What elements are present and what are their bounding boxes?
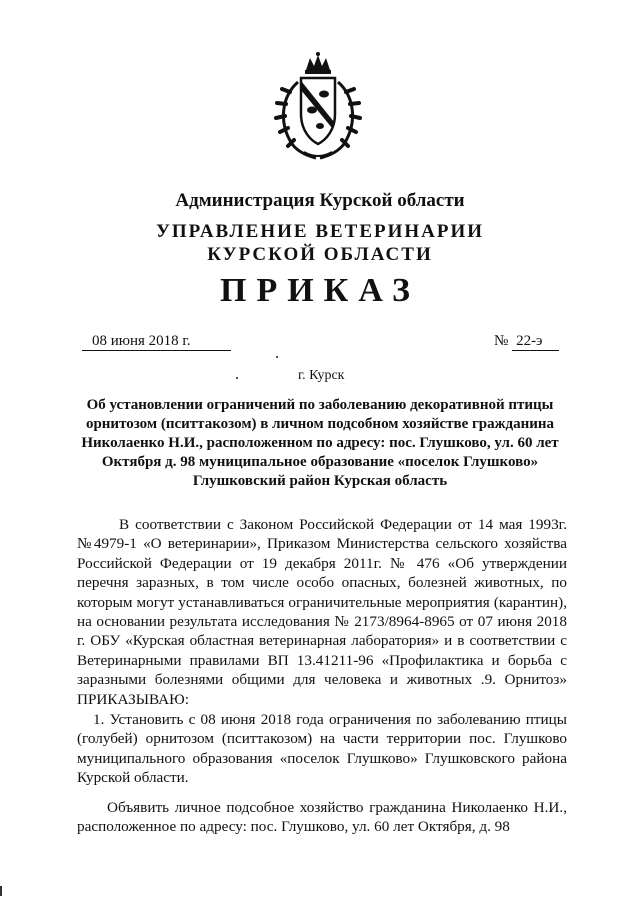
order-number-value: 22-э (512, 333, 558, 351)
department-title-line1: УПРАВЛЕНИЕ ВЕТЕРИНАРИИ (155, 221, 485, 242)
department-title (0, 220, 640, 266)
kursk-coat-of-arms-emblem (268, 52, 368, 162)
body-paragraph-item-1: 1. Установить с 08 июня 2018 года ограничения по заболеванию птицы (голубей) орнитозом (пситтакозом) на части территории пос. Глушково муниципального образования «поселок Глушково» Глушковского района Курской области. (77, 711, 567, 787)
scan-speck (276, 356, 278, 358)
document-type-heading: ПРИКАЗ (220, 272, 420, 309)
order-date-value: 08 июня 2018 г. (82, 333, 231, 351)
order-body (77, 515, 567, 838)
order-subject: Об установлении ограничений по заболеванию декоративной птицы орнитозом (пситтакозом) в личном подсобном хозяйстве гражданина Николаенко Н.И., расположенном по адресу: пос. Глушково, ул. 60 лет Октября д. 98 муниципальное образование «поселок Глушково» Глушковский район Курская область (81, 397, 559, 489)
order-date (82, 333, 231, 351)
body-paragraph-declare: Объявить личное подсобное хозяйство гражданина Николаенко Н.И., расположенное по адресу: пос. Глушково, ул. 60 лет Октября, д. 98 (77, 798, 567, 836)
administration-title: Администрация Курской области (175, 190, 465, 211)
order-number (494, 333, 559, 351)
scan-edge-mark (0, 886, 2, 896)
department-title-line2: КУРСКОЙ ОБЛАСТИ (207, 244, 433, 265)
city-location: г. Курск (298, 368, 345, 383)
body-paragraph-preamble: В соответствии с Законом Российской Федерации от 14 мая 1993г. №4979-1 «О ветеринарии», Приказом Министерства сельского хозяйства Российской Федерации от 19 декабря 2011г. № 476 «Об утверждении перечня заразных, в том числе особо опасных, болезней животных, по которым могут устанавливаться ограничительные мероприятия (карантин), на основании результата исследования № 2173/8964-8965 от 07 июня 2018 г. ОБУ «Курская областная ветеринарная лаборатория» и в соответствии с Ветеринарными правилами ВП 13.41211-96 «Профилактика и борьба с заразными болезнями общими для человека и животных .9. Орнитоз» ПРИКАЗЫВАЮ: (77, 516, 567, 708)
scan-speck (236, 377, 238, 379)
order-number-prefix: № (494, 333, 509, 349)
